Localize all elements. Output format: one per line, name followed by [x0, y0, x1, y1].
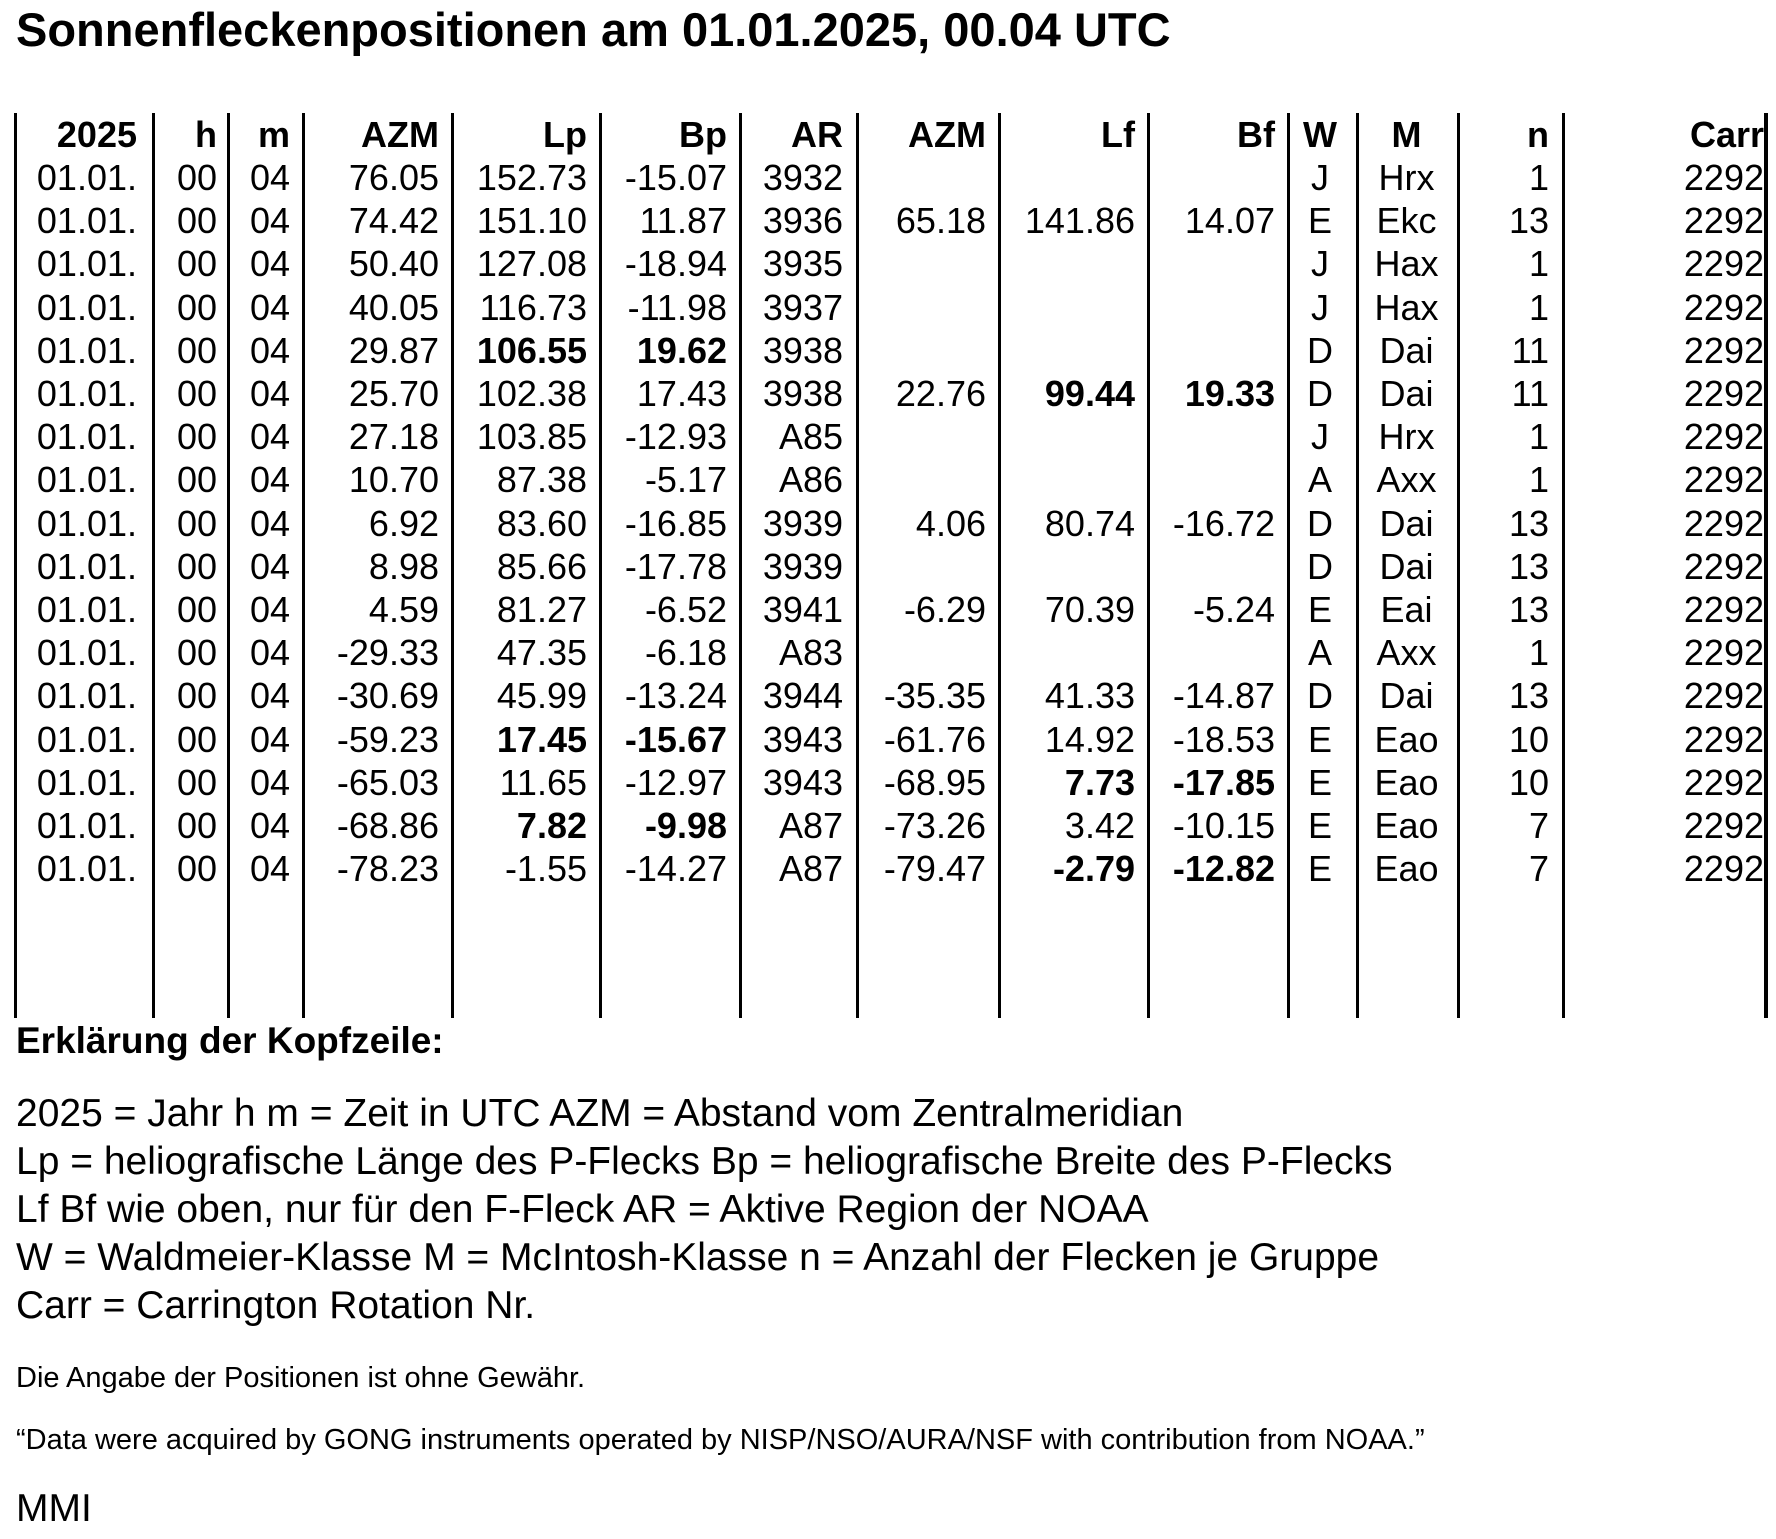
cell-azm-f [856, 631, 986, 674]
cell-minute: 04 [249, 200, 290, 242]
cell-azm-f: -61.76 [883, 718, 986, 760]
table-header-row [14, 113, 1768, 156]
cell-bp: -5.17 [644, 459, 727, 501]
cell-lf [998, 545, 1135, 588]
cell-lp: 116.73 [479, 286, 587, 328]
cell-lf: 41.33 [1044, 675, 1135, 717]
cell-lp: 11.65 [499, 761, 587, 803]
cell-carrington: 2292 [1683, 459, 1764, 501]
cell-date: 01.01. [36, 761, 137, 803]
cell-hour: 00 [176, 589, 217, 630]
cell-azm-f [856, 415, 986, 458]
cell-lf: 99.44 [1044, 373, 1135, 414]
cell-ar: 3937 [762, 286, 843, 328]
cell-count: 7 [1528, 848, 1549, 890]
header-lf: Lf [1101, 114, 1135, 155]
cell-ar: 3939 [762, 545, 843, 587]
cell-ar: 3936 [762, 200, 843, 242]
cell-bp: 11.87 [639, 200, 727, 242]
cell-lf [998, 286, 1135, 329]
cell-count: 13 [1508, 200, 1549, 242]
cell-azm-f: -79.47 [883, 848, 986, 890]
data-credit: “Data were acquired by GONG instruments operated by NISP/NSO/AURA/NSF with contribution from NOAA.” [16, 1424, 1425, 1456]
cell-ar: 3938 [762, 373, 843, 414]
cell-minute: 04 [249, 157, 290, 198]
legend-line: Carr = Carrington Rotation Nr. [16, 1284, 536, 1327]
cell-ar: 3943 [762, 761, 843, 803]
cell-azm-f [856, 242, 986, 285]
cell-count: 13 [1508, 589, 1549, 630]
cell-hour: 00 [176, 416, 217, 458]
header-mcintosh: M [1391, 114, 1422, 155]
cell-bp: -6.52 [644, 589, 727, 630]
legend-line: 2025 = Jahr h m = Zeit in UTC AZM = Abstand vom Zentralmeridian [16, 1092, 1184, 1135]
cell-mcintosh: Axx [1376, 459, 1437, 501]
cell-waldmeier: J [1311, 157, 1329, 198]
cell-mcintosh: Hrx [1378, 416, 1435, 458]
cell-date: 01.01. [36, 373, 137, 414]
cell-minute: 04 [249, 286, 290, 328]
cell-waldmeier: J [1311, 243, 1329, 285]
header-bf: Bf [1237, 114, 1275, 155]
cell-count: 13 [1508, 545, 1549, 587]
cell-minute: 04 [249, 329, 290, 371]
cell-count: 7 [1528, 805, 1549, 846]
cell-count: 10 [1508, 761, 1549, 803]
cell-azm-p: 6.92 [368, 502, 439, 544]
cell-lf: 14.92 [1044, 718, 1135, 760]
header-hour: h [195, 114, 217, 155]
cell-azm-f [856, 329, 986, 372]
cell-hour: 00 [176, 761, 217, 803]
table-row [14, 502, 1768, 545]
cell-waldmeier: D [1307, 545, 1333, 587]
header-count: n [1527, 114, 1549, 155]
sunspot-table [14, 113, 1768, 1018]
cell-azm-p: 74.42 [348, 200, 439, 242]
cell-azm-p: -65.03 [336, 761, 439, 803]
cell-carrington: 2292 [1683, 761, 1764, 803]
cell-bp: -15.07 [624, 157, 727, 198]
cell-bp: -11.98 [627, 286, 727, 328]
cell-waldmeier: A [1307, 459, 1332, 501]
cell-ar: A87 [778, 848, 843, 890]
cell-hour: 00 [176, 243, 217, 285]
cell-hour: 00 [176, 718, 217, 760]
cell-lp: 7.82 [516, 805, 587, 846]
cell-hour: 00 [176, 373, 217, 414]
cell-lp: 87.38 [496, 459, 587, 501]
cell-date: 01.01. [36, 632, 137, 674]
cell-waldmeier: E [1307, 848, 1332, 890]
cell-hour: 00 [176, 632, 217, 674]
cell-lp: 83.60 [496, 502, 587, 544]
cell-mcintosh: Hrx [1378, 157, 1435, 198]
cell-waldmeier: D [1307, 675, 1333, 717]
cell-azm-p: 50.40 [348, 243, 439, 285]
cell-carrington: 2292 [1683, 286, 1764, 328]
cell-mcintosh: Hax [1374, 243, 1439, 285]
cell-bp: -17.78 [624, 545, 727, 587]
table-row [14, 458, 1768, 501]
cell-count: 1 [1528, 459, 1549, 501]
cell-bf: -5.24 [1192, 589, 1275, 630]
cell-bp: -16.85 [624, 502, 727, 544]
cell-bf: -18.53 [1172, 718, 1275, 760]
cell-minute: 04 [249, 459, 290, 501]
cell-azm-f [856, 156, 986, 199]
cell-hour: 00 [176, 286, 217, 328]
cell-waldmeier: E [1307, 761, 1332, 803]
header-date: 2025 [56, 114, 137, 155]
cell-minute: 04 [249, 718, 290, 760]
legend-line: Lf Bf wie oben, nur für den F-Fleck AR = Aktive Region der NOAA [16, 1188, 1149, 1231]
cell-minute: 04 [249, 632, 290, 674]
cell-azm-f: -68.95 [883, 761, 986, 803]
cell-hour: 00 [176, 200, 217, 242]
cell-bf: -10.15 [1172, 805, 1275, 846]
cell-count: 1 [1528, 157, 1549, 198]
header-waldmeier: W [1303, 114, 1337, 155]
cell-carrington: 2292 [1683, 632, 1764, 674]
cell-lf [998, 242, 1135, 285]
cell-azm-p: -30.69 [336, 675, 439, 717]
cell-mcintosh: Dai [1379, 502, 1434, 544]
cell-lf: 80.74 [1044, 502, 1135, 544]
cell-ar: A87 [778, 805, 843, 846]
cell-count: 1 [1528, 632, 1549, 674]
cell-bp: 19.62 [636, 329, 727, 371]
cell-minute: 04 [249, 589, 290, 630]
cell-waldmeier: A [1307, 632, 1332, 674]
cell-lp: 151.10 [476, 200, 587, 242]
cell-carrington: 2292 [1683, 416, 1764, 458]
cell-bp: -18.94 [624, 243, 727, 285]
cell-mcintosh: Hax [1374, 286, 1439, 328]
cell-minute: 04 [249, 761, 290, 803]
table-row [14, 761, 1768, 804]
cell-lp: 81.27 [496, 589, 587, 630]
table-row [14, 674, 1768, 717]
cell-azm-f: -73.26 [883, 805, 986, 846]
cell-azm-f [856, 458, 986, 501]
cell-count: 10 [1508, 718, 1549, 760]
table-row [14, 372, 1768, 415]
cell-ar: 3944 [762, 675, 843, 717]
cell-date: 01.01. [36, 502, 137, 544]
cell-mcintosh: Dai [1379, 373, 1434, 414]
table-row [14, 415, 1768, 458]
cell-carrington: 2292 [1683, 502, 1764, 544]
cell-bp: -14.27 [624, 848, 727, 890]
cell-lp: 102.38 [476, 373, 587, 414]
cell-lf [998, 458, 1135, 501]
cell-lp: -1.55 [504, 848, 587, 890]
cell-ar: 3932 [762, 157, 843, 198]
cell-waldmeier: E [1307, 805, 1332, 846]
header-carrington: Carr [1689, 114, 1764, 155]
cell-waldmeier: E [1307, 718, 1332, 760]
cell-lf [998, 329, 1135, 372]
cell-ar: 3943 [762, 718, 843, 760]
cell-ar: 3935 [762, 243, 843, 285]
cell-lf: 70.39 [1044, 589, 1135, 630]
cell-count: 13 [1508, 502, 1549, 544]
cell-azm-p: 25.70 [348, 373, 439, 414]
cell-carrington: 2292 [1683, 373, 1764, 414]
cell-carrington: 2292 [1683, 200, 1764, 242]
cell-azm-p: -68.86 [336, 805, 439, 846]
cell-date: 01.01. [36, 675, 137, 717]
cell-azm-p: 27.18 [348, 416, 439, 458]
cell-minute: 04 [249, 373, 290, 414]
cell-waldmeier: E [1307, 589, 1332, 630]
table-row [14, 545, 1768, 588]
cell-date: 01.01. [36, 459, 137, 501]
cell-waldmeier: D [1307, 329, 1333, 371]
cell-hour: 00 [176, 848, 217, 890]
cell-carrington: 2292 [1683, 329, 1764, 371]
cell-bp: 17.43 [636, 373, 727, 414]
cell-lp: 85.66 [496, 545, 587, 587]
cell-minute: 04 [249, 675, 290, 717]
cell-carrington: 2292 [1683, 589, 1764, 630]
cell-mcintosh: Eai [1380, 589, 1433, 630]
cell-count: 11 [1511, 373, 1549, 414]
cell-azm-f: 65.18 [895, 200, 986, 242]
cell-azm-p: 8.98 [368, 545, 439, 587]
cell-mcintosh: Eao [1374, 848, 1439, 890]
cell-bf [1147, 631, 1275, 674]
cell-minute: 04 [249, 243, 290, 285]
cell-lp: 152.73 [476, 157, 587, 198]
cell-waldmeier: J [1311, 286, 1329, 328]
cell-ar: 3939 [762, 502, 843, 544]
cell-count: 13 [1508, 675, 1549, 717]
cell-azm-f: -6.29 [903, 589, 986, 630]
cell-lf [998, 415, 1135, 458]
cell-bp: -13.24 [624, 675, 727, 717]
header-bp: Bp [679, 114, 727, 155]
cell-mcintosh: Eao [1374, 761, 1439, 803]
cell-azm-p: 10.70 [348, 459, 439, 501]
cell-count: 1 [1528, 286, 1549, 328]
cell-lf: -2.79 [1052, 848, 1135, 890]
legend-title: Erklärung der Kopfzeile: [16, 1020, 444, 1061]
table-row [14, 156, 1768, 199]
cell-hour: 00 [176, 675, 217, 717]
cell-bp: -12.93 [624, 416, 727, 458]
cell-ar: A85 [778, 416, 843, 458]
cell-ar: 3941 [762, 589, 843, 630]
cell-bp: -12.97 [624, 761, 727, 803]
cell-azm-p: 29.87 [348, 329, 439, 371]
cell-carrington: 2292 [1683, 718, 1764, 760]
cell-bp: -6.18 [644, 632, 727, 674]
cell-bp: -9.98 [644, 805, 727, 846]
cell-bf [1147, 329, 1275, 372]
cell-lf [998, 631, 1135, 674]
cell-bf: 19.33 [1184, 373, 1275, 414]
cell-bf [1147, 156, 1275, 199]
cell-hour: 00 [176, 805, 217, 846]
table-row [14, 199, 1768, 242]
cell-lf: 141.86 [1024, 200, 1135, 242]
cell-lp: 47.35 [496, 632, 587, 674]
disclaimer: Die Angabe der Positionen ist ohne Gewähr. [16, 1362, 586, 1394]
cell-hour: 00 [176, 459, 217, 501]
cell-azm-f: 4.06 [915, 502, 986, 544]
cell-bf [1147, 242, 1275, 285]
cell-lp: 106.55 [476, 329, 587, 371]
cell-count: 1 [1528, 243, 1549, 285]
cell-waldmeier: D [1307, 502, 1333, 544]
cell-minute: 04 [249, 416, 290, 458]
table-row [14, 242, 1768, 285]
cell-minute: 04 [249, 502, 290, 544]
legend-line: Lp = heliografische Länge des P-Flecks Bp = heliografische Breite des P-Flecks [16, 1140, 1393, 1183]
table-row [14, 329, 1768, 372]
cell-bf: -12.82 [1172, 848, 1275, 890]
cell-hour: 00 [176, 502, 217, 544]
cell-minute: 04 [249, 848, 290, 890]
cell-azm-p: -78.23 [336, 848, 439, 890]
cell-hour: 00 [176, 545, 217, 587]
table-row [14, 804, 1768, 847]
cell-bf [1147, 286, 1275, 329]
cell-lf: 7.73 [1064, 761, 1135, 803]
legend-line: W = Waldmeier-Klasse M = McIntosh-Klasse n = Anzahl der Flecken je Gruppe [16, 1236, 1380, 1279]
cell-bf: -16.72 [1172, 502, 1275, 544]
cell-minute: 04 [249, 805, 290, 846]
cell-mcintosh: Eao [1374, 718, 1439, 760]
cell-date: 01.01. [36, 805, 137, 846]
cell-azm-p: 76.05 [348, 157, 439, 198]
cell-bp: -15.67 [624, 718, 727, 760]
table-row [14, 718, 1768, 761]
cell-lp: 103.85 [476, 416, 587, 458]
cell-lf: 3.42 [1064, 805, 1135, 846]
cell-bf [1147, 545, 1275, 588]
cell-azm-f [856, 286, 986, 329]
cell-lp: 127.08 [476, 243, 587, 285]
header-azm-f: AZM [908, 114, 986, 155]
cell-date: 01.01. [36, 286, 137, 328]
cell-lf [998, 156, 1135, 199]
cell-count: 1 [1528, 416, 1549, 458]
cell-mcintosh: Dai [1379, 545, 1434, 587]
cell-bf [1147, 458, 1275, 501]
cell-carrington: 2292 [1683, 675, 1764, 717]
cell-ar: 3938 [762, 329, 843, 371]
table-row [14, 286, 1768, 329]
cell-bf: -17.85 [1172, 761, 1275, 803]
cell-carrington: 2292 [1683, 243, 1764, 285]
table-row [14, 631, 1768, 674]
cell-date: 01.01. [36, 329, 137, 371]
cell-ar: A83 [778, 632, 843, 674]
cell-hour: 00 [176, 329, 217, 371]
cell-date: 01.01. [36, 589, 137, 630]
cell-carrington: 2292 [1683, 805, 1764, 846]
cell-waldmeier: J [1311, 416, 1329, 458]
signature: MMI [16, 1487, 92, 1530]
cell-hour: 00 [176, 157, 217, 198]
cell-minute: 04 [249, 545, 290, 587]
header-minute: m [257, 114, 290, 155]
cell-mcintosh: Axx [1376, 632, 1437, 674]
cell-carrington: 2292 [1683, 545, 1764, 587]
cell-date: 01.01. [36, 416, 137, 458]
cell-bf [1147, 415, 1275, 458]
cell-mcintosh: Dai [1379, 675, 1434, 717]
cell-date: 01.01. [36, 157, 137, 198]
cell-mcintosh: Dai [1379, 329, 1434, 371]
header-lp: Lp [543, 114, 587, 155]
header-ar: AR [791, 114, 843, 155]
cell-date: 01.01. [36, 243, 137, 285]
cell-date: 01.01. [36, 200, 137, 242]
cell-azm-p: 4.59 [368, 589, 439, 630]
cell-date: 01.01. [36, 545, 137, 587]
cell-waldmeier: E [1307, 200, 1332, 242]
table-row [14, 847, 1768, 890]
cell-mcintosh: Eao [1374, 805, 1439, 846]
cell-lp: 45.99 [496, 675, 587, 717]
cell-lp: 17.45 [496, 718, 587, 760]
cell-azm-p: -59.23 [336, 718, 439, 760]
cell-azm-f: -35.35 [883, 675, 986, 717]
cell-azm-p: -29.33 [336, 632, 439, 674]
cell-azm-f: 22.76 [895, 373, 986, 414]
cell-date: 01.01. [36, 848, 137, 890]
cell-bf: -14.87 [1172, 675, 1275, 717]
cell-count: 11 [1511, 329, 1549, 371]
cell-mcintosh: Ekc [1376, 200, 1437, 242]
cell-waldmeier: D [1307, 373, 1333, 414]
cell-carrington: 2292 [1683, 848, 1764, 890]
cell-carrington: 2292 [1683, 157, 1764, 198]
header-azm-p: AZM [361, 114, 439, 155]
page-title: Sonnenfleckenpositionen am 01.01.2025, 00.04 UTC [16, 3, 1171, 56]
cell-azm-p: 40.05 [348, 286, 439, 328]
cell-bf: 14.07 [1184, 200, 1275, 242]
table-row [14, 588, 1768, 631]
cell-date: 01.01. [36, 718, 137, 760]
cell-ar: A86 [778, 459, 843, 501]
cell-azm-f [856, 545, 986, 588]
